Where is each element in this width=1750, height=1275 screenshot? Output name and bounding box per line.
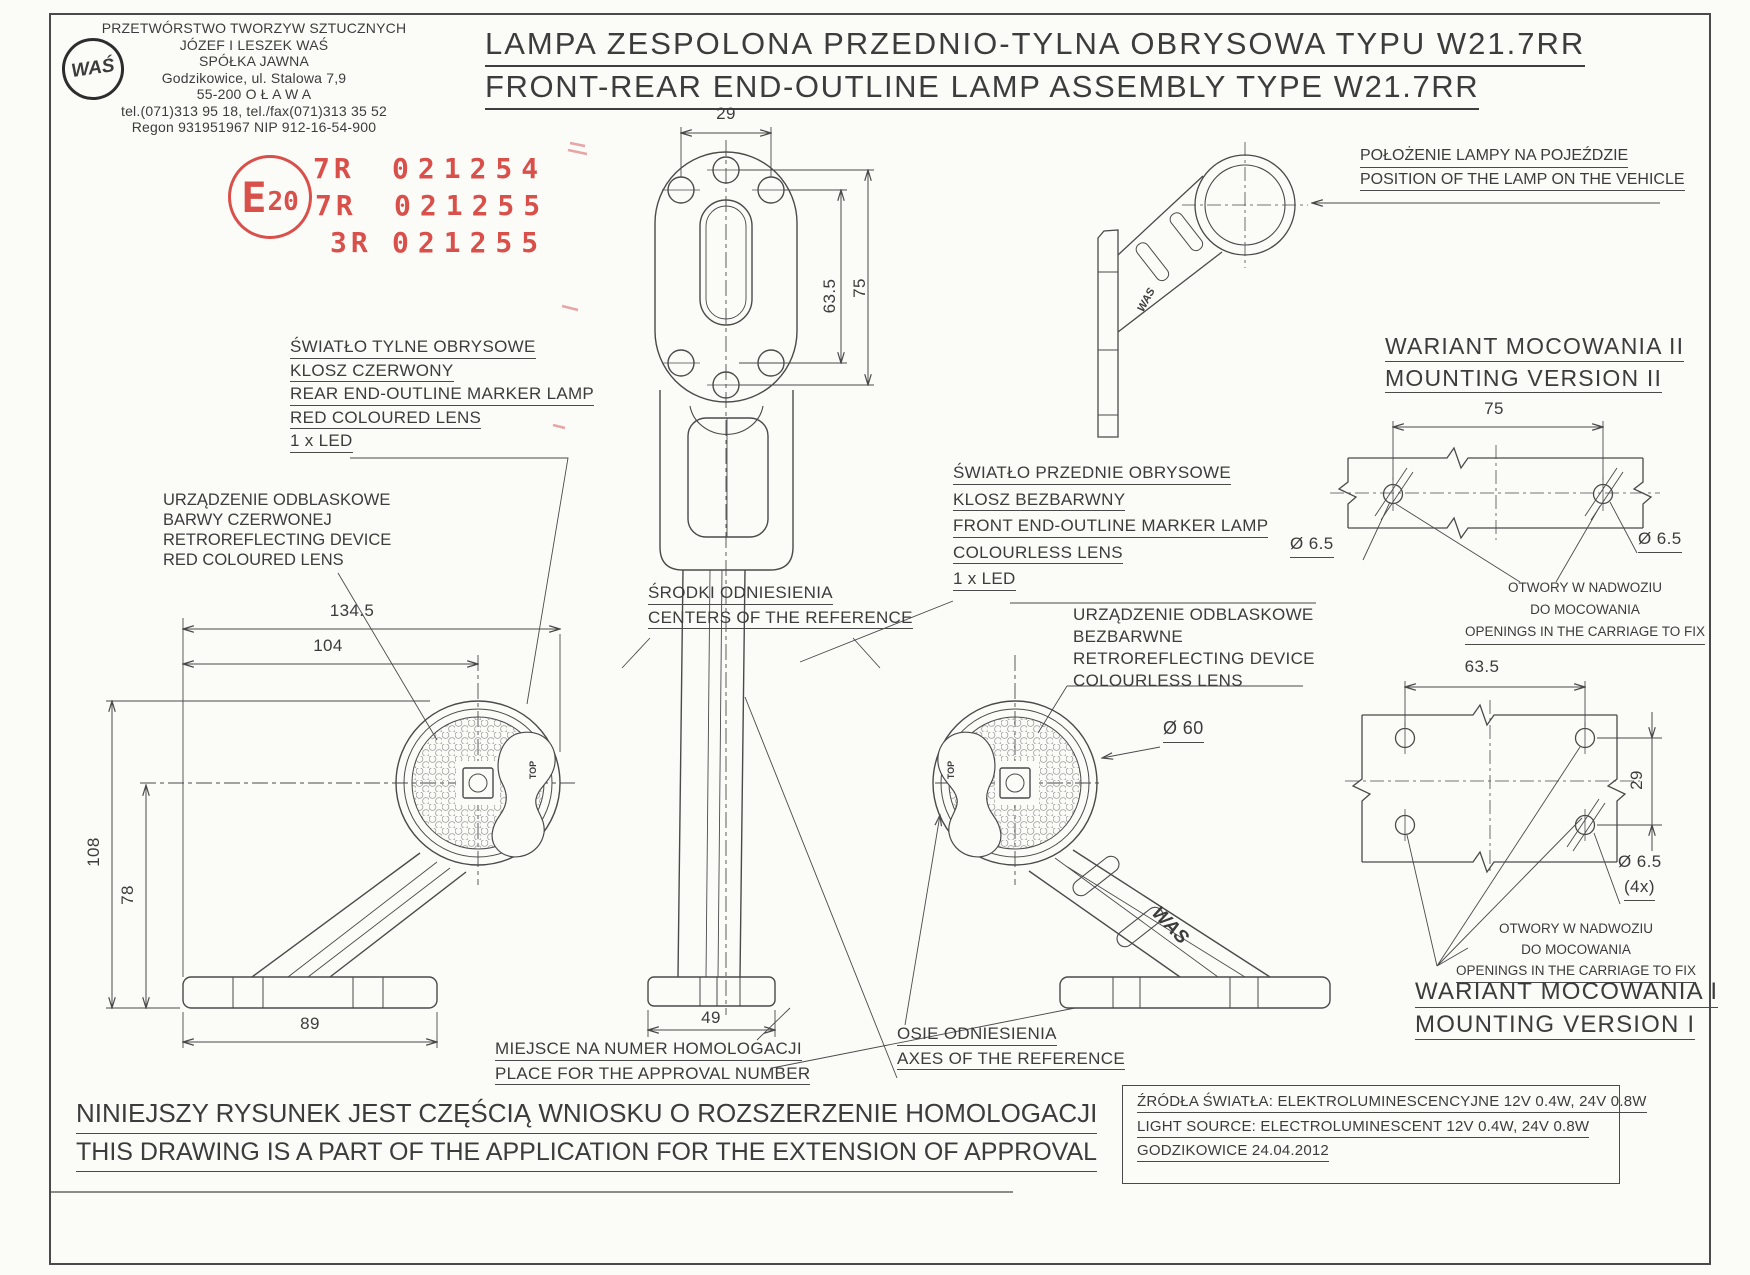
reference-centers-line-2: CENTERS OF THE REFERENCE bbox=[648, 609, 913, 630]
dim-plan-centers-span: 75 bbox=[850, 278, 869, 298]
dim-mounting-1-spacing-v: 29 bbox=[1627, 770, 1646, 790]
approval-row-2-number: 021255 bbox=[394, 189, 550, 222]
approval-place-line-2: PLACE FOR THE APPROVAL NUMBER bbox=[495, 1065, 810, 1086]
mounting-1-title-pl: WARIANT MOCOWANIA I bbox=[1415, 980, 1718, 1008]
red-reflector-line-3: RETROREFLECTING DEVICE bbox=[163, 531, 392, 549]
company-city-line: 55-200 O Ł A W A bbox=[196, 86, 312, 102]
reference-centers-label bbox=[648, 584, 913, 629]
mounting-2-holes-note bbox=[1455, 577, 1715, 645]
lamp-position-line-2: POSITION OF THE LAMP ON THE VEHICLE bbox=[1360, 172, 1685, 192]
company-type-line: SPÓŁKA JAWNA bbox=[198, 53, 310, 69]
front-lamp-line-4: COLOURLESS LENS bbox=[953, 544, 1123, 565]
e-mark-letter: E bbox=[241, 172, 267, 222]
was-logo: WAŚ bbox=[58, 34, 128, 104]
e-mark-circle bbox=[228, 155, 312, 239]
reference-axes-line-1: OSIE ODNIESIENIA bbox=[897, 1025, 1057, 1046]
colourless-reflector-line-4: COLOURLESS LENS bbox=[1073, 671, 1243, 690]
mounting-2-note-line-1: OTWORY W NADWOZIU bbox=[1508, 580, 1662, 595]
red-reflector-line-2: BARWY CZERWONEJ bbox=[163, 511, 332, 529]
statement-en: THIS DRAWING IS A PART OF THE APPLICATION FOR THE EXTENSION OF APPROVAL bbox=[76, 1138, 1097, 1172]
colourless-reflector-line-2: BEZBARWNE bbox=[1073, 627, 1184, 646]
mounting-1-title-en: MOUNTING VERSION I bbox=[1415, 1013, 1695, 1041]
red-reflector-label bbox=[163, 490, 391, 570]
front-lamp-line-1: ŚWIATŁO PRZEDNIE OBRYSOWE bbox=[953, 464, 1231, 485]
mounting-1-holes-note bbox=[1446, 918, 1706, 983]
mounting-2-title-pl: WARIANT MOCOWANIA II bbox=[1385, 335, 1684, 362]
rear-lamp-line-3: REAR END-OUTLINE MARKER LAMP bbox=[290, 385, 594, 406]
reference-axes-line-2: AXES OF THE REFERENCE bbox=[897, 1050, 1125, 1071]
front-lamp-line-2: KLOSZ BEZBARWNY bbox=[953, 491, 1125, 512]
front-lamp-line-5: 1 x LED bbox=[953, 570, 1016, 591]
approval-row-1-number: 021254 bbox=[392, 152, 548, 185]
rear-lamp-label bbox=[290, 338, 594, 453]
mounting-2-note-line-3: OPENINGS IN THE CARRIAGE TO FIX bbox=[1465, 621, 1705, 645]
mounting-1-note-line-2: DO MOCOWANIA bbox=[1521, 942, 1631, 957]
dim-side-center-width: 104 bbox=[313, 636, 343, 655]
front-lamp-label bbox=[953, 464, 1268, 591]
place-and-date: GODZIKOWICE 24.04.2012 bbox=[1137, 1142, 1329, 1162]
left-side-view bbox=[106, 618, 575, 1048]
approval-place-label bbox=[495, 1040, 810, 1085]
mounting-1-note-line-3: OPENINGS IN THE CARRIAGE TO FIX bbox=[1456, 960, 1696, 983]
rear-lamp-line-2: KLOSZ CZERWONY bbox=[290, 362, 454, 383]
top-orientation-mark-left: TOP bbox=[528, 760, 539, 780]
drawing-title-pl: LAMPA ZESPOLONA PRZEDNIO-TYLNA OBRYSOWA TYPU W21.7RR bbox=[485, 26, 1585, 67]
was-brand-mark-arm: WAS bbox=[1147, 902, 1193, 949]
mounting-2-title bbox=[1385, 335, 1684, 393]
right-side-view bbox=[933, 655, 1330, 1008]
red-reflector-line-1: URZĄDZENIE ODBLASKOWE bbox=[163, 491, 391, 509]
dim-mounting-2-spacing: 75 bbox=[1484, 399, 1504, 418]
red-reflector-line-4: RED COLOURED LENS bbox=[163, 551, 344, 569]
approval-row-3-code: 3R bbox=[330, 226, 372, 259]
rear-lamp-line-4: RED COLOURED LENS bbox=[290, 409, 481, 430]
mounting-1-title bbox=[1415, 980, 1718, 1040]
dim-side-overall-height: 108 bbox=[84, 837, 103, 867]
dim-side-center-height: 78 bbox=[118, 885, 137, 905]
dim-lens-diameter: Ø 60 bbox=[1163, 718, 1204, 743]
dim-side-base-width: 89 bbox=[300, 1014, 320, 1033]
rear-lamp-line-5: 1 x LED bbox=[290, 432, 353, 453]
colourless-reflector-label bbox=[1073, 604, 1315, 692]
dim-front-base-width: 49 bbox=[701, 1008, 721, 1027]
colourless-reflector-line-3: RETROREFLECTING DEVICE bbox=[1073, 649, 1315, 668]
top-orientation-mark-right: TOP bbox=[946, 760, 957, 780]
dim-mounting-1-hole-diameter: Ø 6.5 bbox=[1618, 852, 1662, 871]
company-name-line: PRZETWÓRSTWO TWORZYW SZTUCZNYCH bbox=[101, 20, 407, 36]
reference-axes-label bbox=[897, 1025, 1125, 1070]
dim-mounting-2-hole-left: Ø 6.5 bbox=[1290, 534, 1334, 558]
mounting-1-note-line-1: OTWORY W NADWOZIU bbox=[1499, 921, 1653, 936]
dim-mounting-2-hole-right: Ø 6.5 bbox=[1638, 529, 1682, 553]
drawing-title-en: FRONT-REAR END-OUTLINE LAMP ASSEMBLY TYPE W21.7RR bbox=[485, 69, 1479, 110]
front-and-plan-view bbox=[648, 127, 874, 1037]
dim-plan-holes-span: 63.5 bbox=[820, 278, 839, 314]
dim-mounting-1-spacing-h: 63.5 bbox=[1464, 657, 1500, 676]
reference-centers-line-1: ŚRODKI ODNIESIENIA bbox=[648, 584, 833, 605]
dim-side-overall-width: 134.5 bbox=[329, 601, 375, 620]
dim-plan-width: 29 bbox=[716, 104, 736, 123]
e-mark-number: 20 bbox=[267, 187, 299, 217]
mounting-2-title-en: MOUNTING VERSION II bbox=[1385, 367, 1662, 394]
approval-row-2-code: 7R bbox=[315, 189, 357, 222]
statement-pl: NINIEJSZY RYSUNEK JEST CZĘŚCIĄ WNIOSKU O ROZSZERZENIE HOMOLOGACJI bbox=[76, 1098, 1097, 1134]
approval-row-3-number: 021255 bbox=[392, 226, 548, 259]
approval-place-line-1: MIEJSCE NA NUMER HOMOLOGACJI bbox=[495, 1040, 802, 1061]
rear-lamp-line-1: ŚWIATŁO TYLNE OBRYSOWE bbox=[290, 338, 536, 359]
company-regon-line: Regon 931951967 NIP 912-16-54-900 bbox=[131, 119, 377, 135]
light-source-en: LIGHT SOURCE: ELECTROLUMINESCENT 12V 0.4W, 24V 0.8W bbox=[1137, 1118, 1589, 1138]
company-owners-line: JÓZEF I LESZEK WAŚ bbox=[179, 36, 329, 53]
company-street-line: Godzikowice, ul. Stalowa 7,9 bbox=[161, 69, 347, 86]
lamp-position-line-1: POŁOŻENIE LAMPY NA POJEŹDZIE bbox=[1360, 148, 1628, 168]
was-brand-mark-position: WAS bbox=[1135, 286, 1158, 314]
light-source-pl: ŹRÓDŁA ŚWIATŁA: ELEKTROLUMINESCENCYJNE 12V 0.4W, 24V 0.8W bbox=[1137, 1093, 1647, 1113]
mounting-2-note-line-2: DO MOCOWANIA bbox=[1530, 602, 1640, 617]
front-lamp-line-3: FRONT END-OUTLINE MARKER LAMP bbox=[953, 517, 1268, 538]
mounting-version-2-view bbox=[1330, 421, 1660, 582]
light-source-box bbox=[1122, 1085, 1647, 1184]
lamp-position-label bbox=[1360, 148, 1685, 191]
colourless-reflector-line-1: URZĄDZENIE ODBLASKOWE bbox=[1073, 605, 1314, 624]
company-phone-line: tel.(071)313 95 18, tel./fax(071)313 35 52 bbox=[120, 102, 388, 119]
dim-mounting-1-hole-qty: (4x) bbox=[1624, 877, 1655, 901]
approval-row-1-code: 7R bbox=[313, 152, 355, 185]
